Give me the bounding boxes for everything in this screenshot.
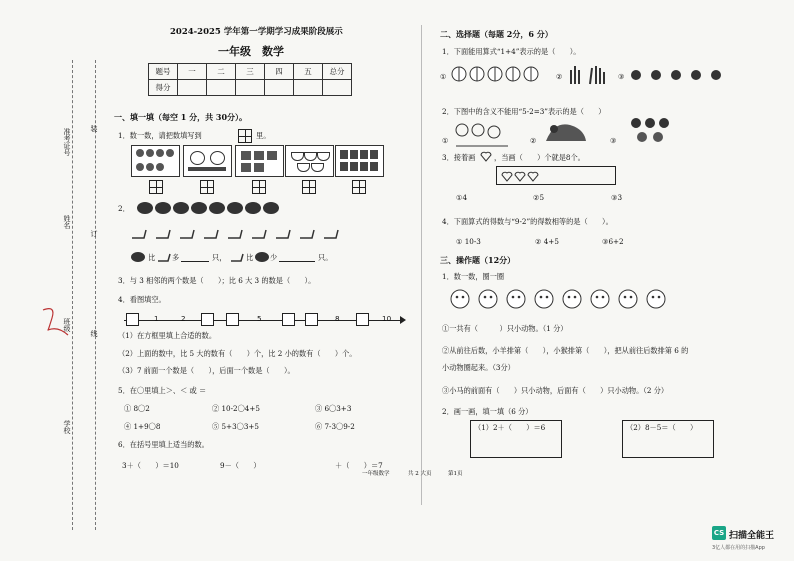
q4b-text: （2）上面的数中，比 5 大的数有（ ）个，比 2 小的数有（ ）个。: [118, 349, 357, 358]
q6-item[interactable]: 9－（ ）: [220, 461, 261, 470]
number-box[interactable]: [282, 313, 295, 326]
hearts-box[interactable]: [496, 166, 616, 185]
score-table: [148, 63, 352, 96]
binding-line-outer: [72, 60, 73, 530]
r4-opt[interactable]: ① 10-3: [456, 237, 481, 246]
picture-box-flowers: [131, 145, 180, 177]
q5-item[interactable]: ③ 6〇3+3: [315, 404, 352, 413]
q5-item[interactable]: ④ 1+9〇8: [124, 422, 161, 431]
duck-icon: [156, 250, 172, 264]
page-subtitle: 一年级 数学: [218, 45, 284, 58]
scanner-logo: CS: [712, 526, 726, 540]
r4-opt[interactable]: ③6+2: [602, 237, 624, 246]
q4c-text: （3）7 前面一个数是（ ），后面一个数是（ ）。: [118, 366, 295, 375]
heart-icon: [480, 150, 492, 162]
seal-char-1: 装: [90, 125, 98, 132]
number-box[interactable]: [201, 313, 214, 326]
r2-opt[interactable]: ②: [530, 136, 537, 145]
q5-item[interactable]: ⑤ 5+3〇3+5: [212, 422, 259, 431]
answer-grid[interactable]: [252, 180, 266, 194]
picture-box-baskets: [335, 145, 384, 177]
answer-grid-example[interactable]: [238, 129, 252, 143]
section-3-title: 三、操作题（12分）: [440, 255, 516, 265]
r2-opt[interactable]: ③: [610, 136, 617, 145]
scene-image-2: [540, 115, 590, 147]
r3-opt[interactable]: ③3: [611, 193, 623, 202]
q5-item[interactable]: ① 8〇2: [124, 404, 150, 413]
o1a-text: ①一共有（ ）只小动物。（1 分）: [442, 324, 568, 333]
score-cell: 五: [294, 64, 323, 80]
score-input-cell[interactable]: [236, 80, 265, 96]
ducks-image: [628, 66, 738, 84]
q2-compare-1: 比: [148, 253, 156, 262]
r1-text: 1．下面能用算式“1+4”表示的是（ ）。: [442, 47, 581, 56]
rooster-icon: [254, 250, 270, 264]
hands-image: [566, 62, 608, 86]
q4-text: 4．看图填空。: [118, 295, 166, 304]
number-box[interactable]: [356, 313, 369, 326]
picture-box-bowls: [285, 145, 334, 177]
r3-text-b: ，当画（ ）个就是8个。: [494, 153, 585, 162]
r2-opt[interactable]: ①: [442, 136, 449, 145]
page-title: 2024-2025 学年第一学期学习成果阶段展示: [170, 27, 343, 37]
q4a-text: （1）在方框里填上合适的数。: [118, 331, 217, 340]
score-cell: 三: [236, 64, 265, 80]
number-label: 5: [257, 314, 262, 323]
q2-unit-1: 只，: [212, 253, 227, 262]
answer-grid[interactable]: [200, 180, 214, 194]
number-line-arrow: [400, 316, 406, 324]
r3-opt[interactable]: ①4: [456, 193, 468, 202]
q6-item[interactable]: 3＋（ ）＝10: [122, 461, 179, 470]
footer-course: 一年级数学: [362, 471, 390, 477]
q5-item[interactable]: ⑥ 7-3〇9-2: [315, 422, 355, 431]
answer-grid[interactable]: [352, 180, 366, 194]
score-input-cell[interactable]: [207, 80, 236, 96]
answer-grid[interactable]: [149, 180, 163, 194]
q6-text: 6．在括号里填上适当的数。: [118, 440, 209, 449]
duck-icon: [229, 250, 245, 264]
score-cell: 题号: [149, 64, 178, 80]
scene-image-1: [452, 118, 512, 150]
q2-compare-2: 比: [246, 253, 254, 262]
scene-image-3: [628, 115, 678, 147]
q1-end: 里。: [256, 131, 271, 140]
q2-less: 少: [270, 253, 278, 262]
o2b-text: （2）8－5＝（ ）: [626, 423, 698, 432]
o2-text: 2．画一画，填一填（6 分）: [442, 407, 533, 416]
handwritten-mark: [38, 300, 78, 340]
seal-char-3: 线: [90, 330, 98, 337]
answer-grid[interactable]: [302, 180, 316, 194]
o1b-text: ②从前往后数，小羊排第（ ），小猴排第（ ），把从前往后数排第 6 的: [442, 346, 689, 355]
section-2-title: 二、选择题（每题 2分，6 分）: [440, 29, 553, 39]
number-label: 8: [335, 314, 340, 323]
score-cell: 二: [207, 64, 236, 80]
watermelons-image: [450, 64, 545, 84]
number-box[interactable]: [226, 313, 239, 326]
number-box[interactable]: [305, 313, 318, 326]
score-cell: 一: [178, 64, 207, 80]
number-label: 1: [154, 314, 159, 323]
side-name: 姓名: [63, 215, 71, 229]
animals-row-image: [448, 285, 688, 313]
side-exam-no: 准考证号: [63, 128, 71, 156]
score-input-cell[interactable]: [323, 80, 352, 96]
score-input-cell[interactable]: [294, 80, 323, 96]
o1b2-text: 小动物圈起来。（3分）: [442, 363, 515, 372]
number-label: 2: [181, 314, 186, 323]
o1-text: 1．数一数，圈一圈: [442, 272, 505, 281]
q1-text: 1．数一数，请把数填写到: [118, 131, 202, 140]
section-1-title: 一、填一填（每空 1 分，共 30分）。: [114, 112, 248, 122]
score-input-cell[interactable]: [178, 80, 207, 96]
picture-box-bells: [183, 145, 232, 177]
footer-pages: 共 2 大页: [408, 471, 432, 477]
q2-blank-1[interactable]: [181, 261, 209, 262]
scanner-tagline: 3亿人都在用的扫描App: [712, 545, 765, 551]
q5-text: 5．在〇里填上＞、＜ 或 ＝: [118, 386, 207, 395]
score-input-cell[interactable]: [265, 80, 294, 96]
number-label: 10: [382, 314, 392, 323]
o1c-text: ③小马的前面有（ ）只小动物，后面有（ ）只小动物。（2 分）: [442, 386, 669, 395]
q2-label: 2．: [118, 204, 130, 213]
number-box[interactable]: [126, 313, 139, 326]
roosters-row: [135, 198, 295, 218]
score-cell: 总分: [323, 64, 352, 80]
q5-item[interactable]: ② 10-2〇4+5: [212, 404, 260, 413]
rooster-icon: [130, 250, 146, 264]
q2-unit-2: 只。: [318, 253, 333, 262]
q6-item[interactable]: ＋（ ）＝7: [335, 461, 383, 470]
r1-opt[interactable]: ①: [440, 72, 447, 81]
q2-blank-2[interactable]: [279, 261, 315, 262]
o2a-text: （1）2＋（ ）＝6: [474, 423, 546, 432]
side-school: 学校: [63, 420, 71, 434]
column-divider: [421, 25, 422, 505]
score-cell: 四: [265, 64, 294, 80]
r3-opt[interactable]: ②5: [533, 193, 545, 202]
footer-page: 第1页: [448, 471, 463, 477]
picture-box-cubes: [235, 145, 284, 177]
ducks-row: [128, 224, 348, 244]
r3-text-a: 3．接着画: [442, 153, 476, 162]
seal-char-2: 订: [90, 230, 98, 237]
r4-opt[interactable]: ② 4+5: [535, 237, 559, 246]
r1-opt[interactable]: ②: [556, 72, 563, 81]
r4-text: 4．下面算式的得数与“9-2”的得数相等的是（ ）。: [442, 217, 613, 226]
q3-text: 3．与 3 相邻的两个数是（ ）；比 6 大 3 的数是（ ）。: [118, 276, 316, 285]
score-cell: 得分: [149, 80, 178, 96]
r1-opt[interactable]: ③: [618, 72, 625, 81]
hearts-row: [501, 169, 541, 182]
r2-text: 2．下图中的含义不能用“5-2=3”表示的是（ ）: [442, 107, 606, 116]
q2-more: 多: [172, 253, 180, 262]
scanner-name: 扫描全能王: [729, 531, 775, 541]
side-class: 班级: [63, 318, 71, 332]
